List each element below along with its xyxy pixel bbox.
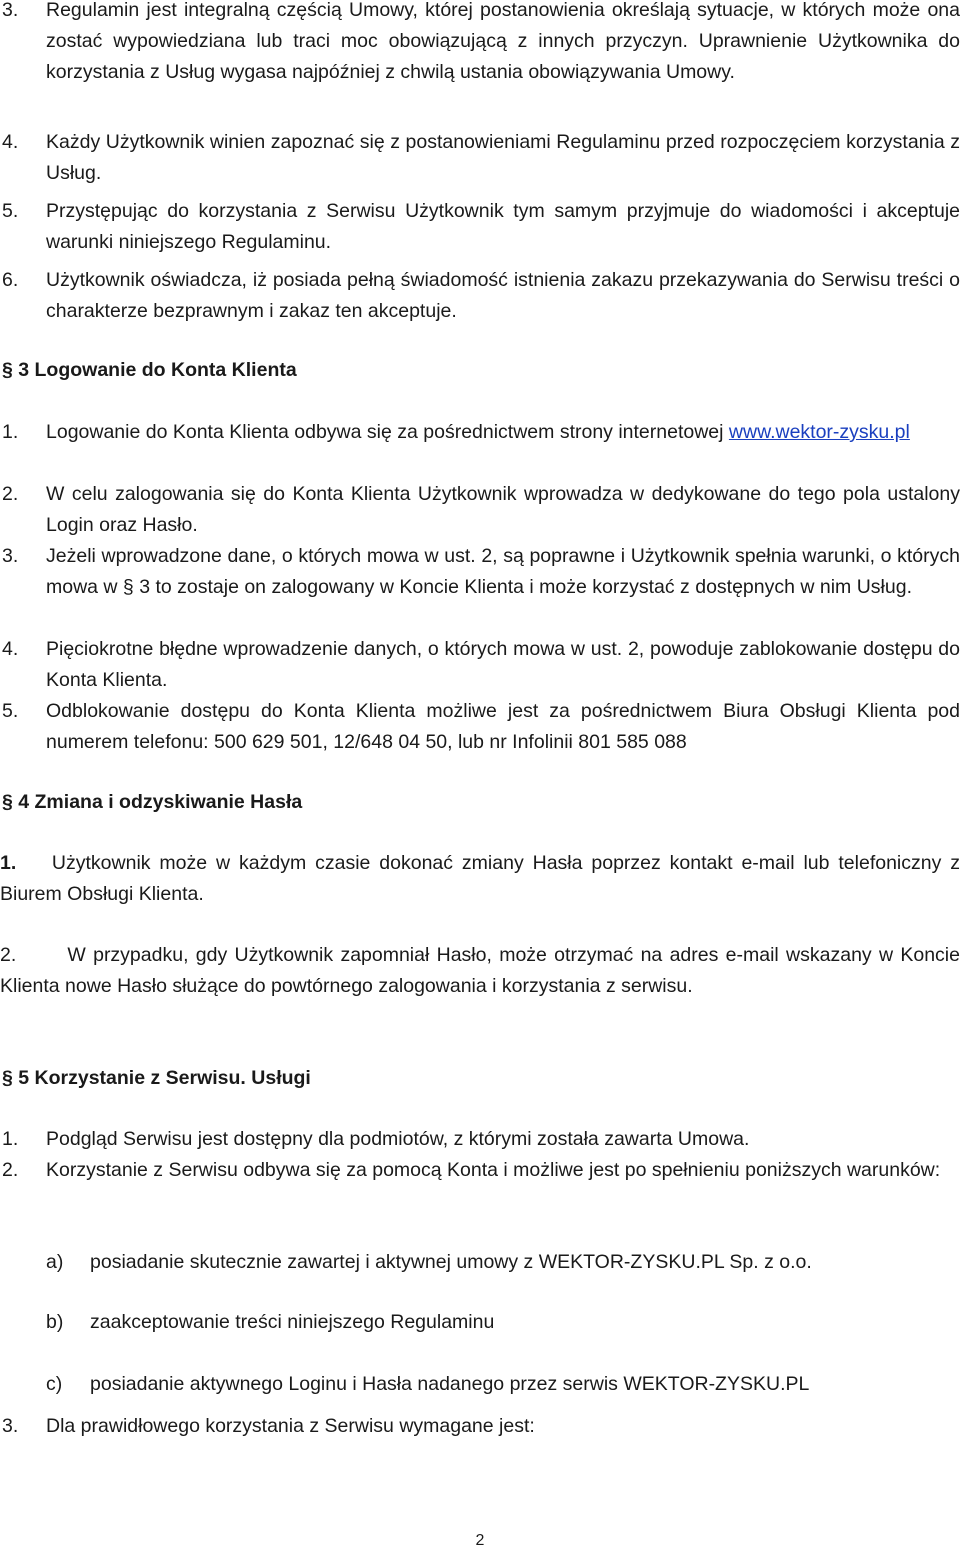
item-number: 4. <box>2 638 19 660</box>
item-text: Użytkownik oświadcza, iż posiada pełną świadomość istnienia zakazu przekazywania do Serwisu treści o charakterze bezprawnym i zakaz ten akceptuje. <box>46 269 960 322</box>
item-text: Podgląd Serwisu jest dostępny dla podmiotów, z którymi została zawarta Umowa. <box>46 1128 750 1150</box>
item-text: Regulamin jest integralną częścią Umowy, której postanowienia określają sytuacje, w których może ona zostać wypowiedziana lub traci moc obowiązującą z innych przyczyn. Uprawnienie Użytkownika do korzystania z Usług wygasa najpóźniej z chwilą ustania obowiązywania Umowy. <box>46 0 960 83</box>
sub-item-text: zaakceptowanie treści niniejszego Regulaminu <box>90 1311 495 1333</box>
item-number: 3. <box>2 0 19 21</box>
section-heading: § 5 Korzystanie z Serwisu. Usługi <box>2 1067 311 1089</box>
list-item <box>0 634 960 696</box>
item-number: 2. <box>2 1159 19 1181</box>
item-number: 4. <box>2 131 19 153</box>
item-number: 2. <box>2 483 19 505</box>
list-item <box>0 541 960 603</box>
item-text: Korzystanie z Serwisu odbywa się za pomocą Konta i możliwe jest po spełnieniu poniższych warunków: <box>46 1159 941 1181</box>
paragraph-text: Użytkownik może w każdym czasie dokonać zmiany Hasła poprzez kontakt e-mail lub telefoniczny z Biurem Obsługi Klienta. <box>0 852 960 905</box>
paragraph-number: 1. <box>0 852 17 874</box>
list-item <box>0 479 960 541</box>
list-item <box>0 265 960 327</box>
item-number: 3. <box>2 1415 19 1437</box>
item-text: Pięciokrotne błędne wprowadzenie danych, o których mowa w ust. 2, powoduje zablokowanie dostępu do Konta Klienta. <box>46 638 960 691</box>
sub-item-text: posiadanie aktywnego Loginu i Hasła nadanego przez serwis WEKTOR-ZYSKU.PL <box>90 1373 810 1395</box>
sub-item-label: b) <box>46 1311 64 1333</box>
website-link[interactable]: www.wektor-zysku.pl <box>728 421 910 443</box>
item-text: Logowanie do Konta Klienta odbywa się za pośrednictwem strony internetowej <box>46 421 724 443</box>
paragraph-text: W przypadku, gdy Użytkownik zapomniał Hasło, może otrzymać na adres e-mail wskazany w Koncie Klienta nowe Hasło służące do powtórnego zalogowania i korzystania z serwisu. <box>0 944 960 997</box>
paragraph-number: 2. <box>0 944 17 966</box>
item-text: Jeżeli wprowadzone dane, o których mowa w ust. 2, są poprawne i Użytkownik spełnia warunki, o których mowa w § 3 to zostaje on zalogowany w Koncie Klienta i może korzystać z dostępnych w nim Usług. <box>46 545 960 598</box>
list-item <box>0 1411 960 1442</box>
item-number: 1. <box>2 1128 19 1150</box>
list-item <box>0 417 960 448</box>
sub-item-text: posiadanie skutecznie zawartej i aktywnej umowy z WEKTOR-ZYSKU.PL Sp. z o.o. <box>90 1251 812 1273</box>
item-number: 5. <box>2 700 19 722</box>
item-text: Odblokowanie dostępu do Konta Klienta możliwe jest za pośrednictwem Biura Obsługi Klienta pod numerem telefonu: 500 629 501, 12/648 04 50, lub nr Infolinii 801 585 088 <box>46 700 960 753</box>
sub-item-label: c) <box>46 1373 63 1395</box>
item-number: 3. <box>2 545 19 567</box>
item-text: Każdy Użytkownik winien zapoznać się z postanowieniami Regulaminu przed rozpoczęciem korzystania z Usług. <box>46 131 960 184</box>
list-item <box>0 1124 960 1155</box>
list-item <box>0 196 960 258</box>
sub-list-item <box>0 1247 960 1278</box>
item-number: 6. <box>2 269 19 291</box>
paragraph <box>0 940 960 1002</box>
list-item <box>0 127 960 189</box>
section-heading: § 4 Zmiana i odzyskiwanie Hasła <box>2 791 303 813</box>
sub-list-item <box>0 1307 960 1338</box>
section-heading: § 3 Logowanie do Konta Klienta <box>2 359 297 381</box>
item-text: Dla prawidłowego korzystania z Serwisu wymagane jest: <box>46 1415 535 1437</box>
paragraph <box>0 848 960 910</box>
list-item <box>0 0 960 88</box>
item-number: 5. <box>2 200 19 222</box>
sub-item-label: a) <box>46 1251 64 1273</box>
sub-list-item <box>0 1369 960 1400</box>
list-item <box>0 696 960 758</box>
item-number: 1. <box>2 421 19 443</box>
page-number: 2 <box>475 1532 485 1549</box>
list-item <box>0 1155 960 1186</box>
item-text: Przystępując do korzystania z Serwisu Użytkownik tym samym przyjmuje do wiadomości i akceptuje warunki niniejszego Regulaminu. <box>46 200 960 253</box>
item-text: W celu zalogowania się do Konta Klienta Użytkownik wprowadza w dedykowane do tego pola ustalony Login oraz Hasło. <box>46 483 960 536</box>
